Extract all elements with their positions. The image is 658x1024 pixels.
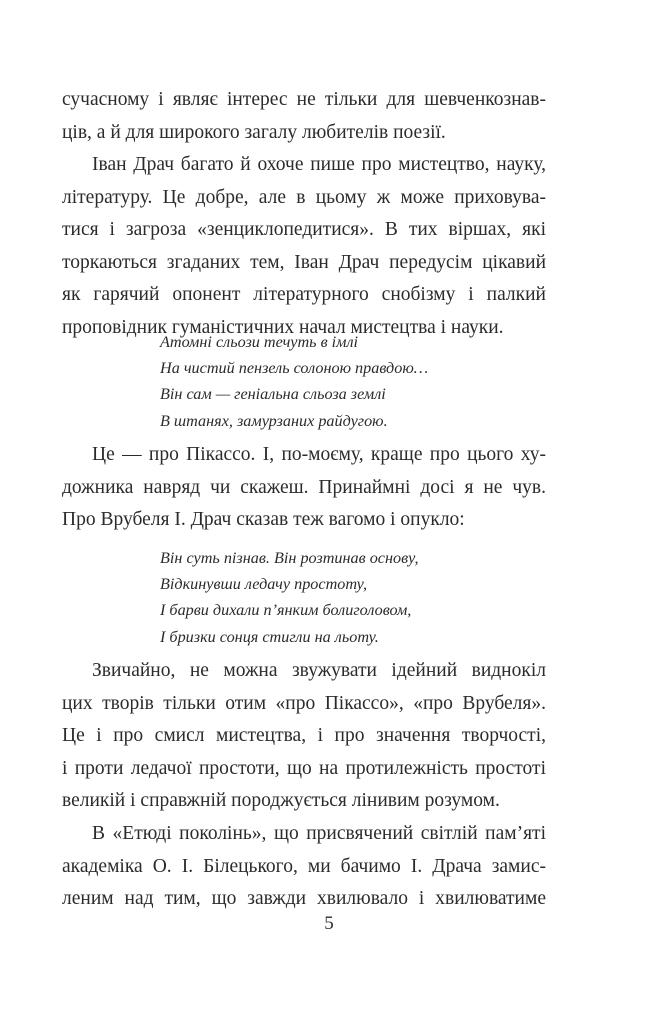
poem-line: Відкинувши ледачу простоту, (160, 575, 368, 594)
paragraph-5 (62, 818, 546, 916)
text-line: Про Врубеля І. Драч сказав теж вагомо і опукло: (62, 509, 465, 531)
text-line: леним над тим, що завжди хвилювало і хвилюватиме (62, 888, 546, 910)
poem-line: На чистий пензель солоною правдою… (160, 359, 429, 378)
text-line: Це і про смисл мистецтва, і про значення творчості, (62, 725, 546, 747)
text-line: літературу. Це добре, але в цьому ж може приховува- (62, 186, 546, 208)
text-line: Це — про Пікассо. І, по-моєму, краще про цього ху- (92, 444, 546, 465)
text-line: Звичайно, не можна звужувати ідейний виднокіл (92, 660, 546, 681)
text-line: сучасному і являє інтерес не тільки для шевченкознав- (62, 89, 546, 110)
text-line: і проти ледачої простоти, що на протилежність простоті (62, 757, 546, 779)
text-line: ців, а й для широкого загалу любителів поезії. (62, 121, 446, 143)
paragraph-3 (62, 439, 546, 537)
text-line: тися і загроза «зенциклопедитися». В тих віршах, які (62, 219, 546, 241)
poem-line: Він суть пізнав. Він розтинав основу, (160, 549, 419, 567)
text-line: Іван Драч багато й охоче пише про мистецтво, науку, (92, 154, 546, 175)
paragraph-4 (62, 655, 546, 818)
poem-line: Він сам — геніальна сльоза землі (160, 385, 386, 404)
paragraph-2 (62, 149, 546, 345)
poem-line: В штанях, замурзаних райдугою. (160, 411, 388, 430)
text-line: дожника навряд чи скажеш. Принаймні досі я не чув. (62, 476, 546, 498)
text-line: В «Етюді поколінь», що присвячений світлій пам’яті (92, 823, 546, 844)
poem-line: Атомні сльози течуть в імлі (160, 333, 359, 351)
paragraph-1 (62, 84, 546, 149)
text-line: цих творів тільки отим «про Пікассо», «про Врубеля». (62, 692, 546, 714)
text-line: великій і справжній породжується лінивим розумом. (62, 790, 500, 812)
text-line: проповідник гуманістичних начал мистецтва і науки. (62, 316, 504, 338)
poem-2 (160, 545, 540, 650)
text-line: торкаються згаданих тем, Іван Драч передусім цікавий (62, 251, 546, 273)
poem-line: І бризки сонця стигли на льоту. (160, 627, 379, 646)
page-number: 5 (324, 913, 334, 934)
poem-line: І барви дихали п’янким болиголовом, (160, 601, 412, 620)
text-line: академіка О. І. Білецького, ми бачимо І. Драча замис- (62, 855, 546, 877)
poem-1 (160, 329, 540, 434)
text-line: як гарячий опонент літературного снобізму і палкий (62, 284, 546, 306)
